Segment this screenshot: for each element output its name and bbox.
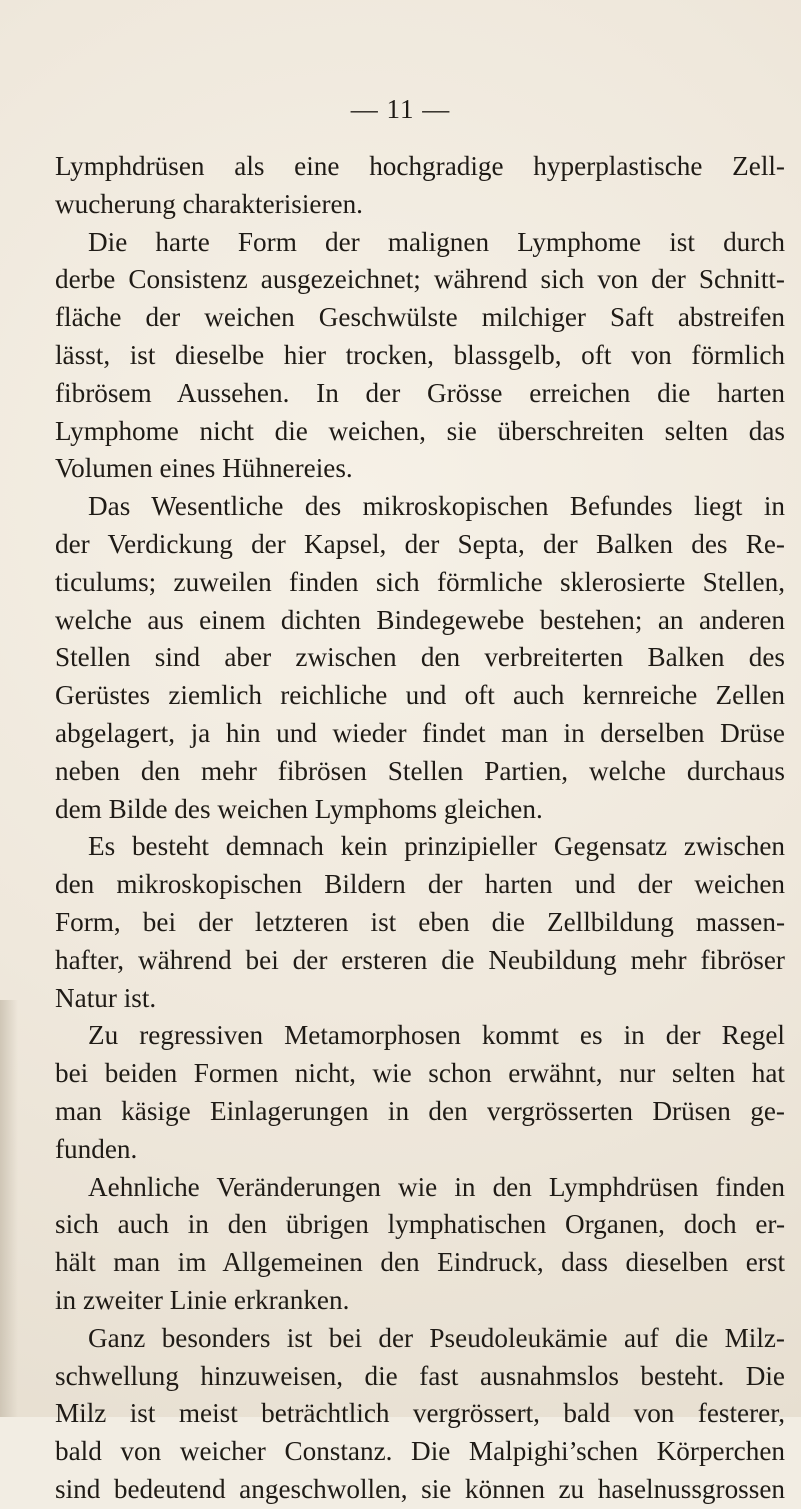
text-line: Ganz besonders ist bei der Pseudoleukämie auf die Milz- [88, 1322, 785, 1353]
text-line: ticulums; zuweilen finden sich förmliche sklerosierte Stellen, [55, 566, 785, 597]
text-line: man käsige Einlagerungen in den vergrösserten Drüsen ge- [55, 1095, 785, 1126]
text-line: dem Bilde des weichen Lymphoms gleichen. [55, 793, 543, 824]
text-line: fibrösem Aussehen. In der Grösse erreichen die harten [55, 377, 785, 408]
text-line: Zu regressiven Metamorphosen kommt es in der Regel [88, 1020, 785, 1051]
text-line: fläche der weichen Geschwülste milchiger Saft abstreifen [55, 302, 785, 333]
page-edge-shadow [0, 1000, 18, 1417]
text-line: Lymphome nicht die weichen, sie überschreiten selten das [55, 415, 785, 446]
text-line: sich auch in den übrigen lymphatischen Organen, doch er- [55, 1209, 785, 1240]
text-line: Es besteht demnach kein prinzipieller Gegensatz zwischen [88, 831, 785, 862]
text-line: hält man im Allgemeinen den Eindruck, dass dieselben erst [55, 1247, 785, 1278]
text-line: welche aus einem dichten Bindegewebe bestehen; an anderen [55, 604, 785, 635]
page-number: — 11 — [350, 94, 451, 124]
text-line: sind bedeutend angeschwollen, sie können zu haselnussgrossen [55, 1473, 785, 1504]
text-line: schwellung hinzuweisen, die fast ausnahmslos besteht. Die [55, 1360, 785, 1391]
text-line: bei beiden Formen nicht, wie schon erwähnt, nur selten hat [55, 1058, 785, 1089]
text-line: Lymphdrüsen als eine hochgradige hyperplastische Zell- [55, 151, 785, 181]
text-line: hafter, während bei der ersteren die Neubildung mehr fibröser [55, 944, 785, 975]
text-line: derbe Consistenz ausgezeichnet; während sich von der Schnitt- [55, 264, 785, 295]
text-line: Volumen eines Hühnereies. [55, 453, 353, 484]
text-line: bald von weicher Constanz. Die Malpighi’schen Körperchen [55, 1436, 785, 1467]
text-line: wucherung charakterisieren. [55, 188, 363, 219]
text-line: Form, bei der letzteren ist eben die Zellbildung massen- [55, 906, 785, 937]
text-line: abgelagert, ja hin und wieder findet man in derselben Drüse [55, 717, 785, 748]
text-line: funden. [55, 1133, 138, 1164]
text-line: Stellen sind aber zwischen den verbreiterten Balken des [55, 642, 785, 673]
text-line: Das Wesentliche des mikroskopischen Befundes liegt in [88, 491, 785, 522]
body-text [55, 148, 785, 1509]
text-line: Natur ist. [55, 982, 157, 1013]
text-line: Gerüstes ziemlich reichliche und oft auch kernreiche Zellen [55, 680, 785, 711]
text-line: Aehnliche Veränderungen wie in den Lymphdrüsen finden [88, 1171, 785, 1202]
text-line: neben den mehr fibrösen Stellen Partien, welche durchaus [55, 755, 785, 786]
text-line: Milz ist meist beträchtlich vergrössert, bald von festerer, [55, 1398, 785, 1429]
text-line: den mikroskopischen Bildern der harten und der weichen [55, 869, 785, 900]
text-line: lässt, ist dieselbe hier trocken, blassgelb, oft von förmlich [55, 339, 785, 370]
text-line: Die harte Form der malignen Lymphome ist durch [88, 226, 785, 257]
text-line: in zweiter Linie erkranken. [55, 1284, 350, 1315]
text-line: der Verdickung der Kapsel, der Septa, der Balken des Re- [55, 528, 785, 559]
